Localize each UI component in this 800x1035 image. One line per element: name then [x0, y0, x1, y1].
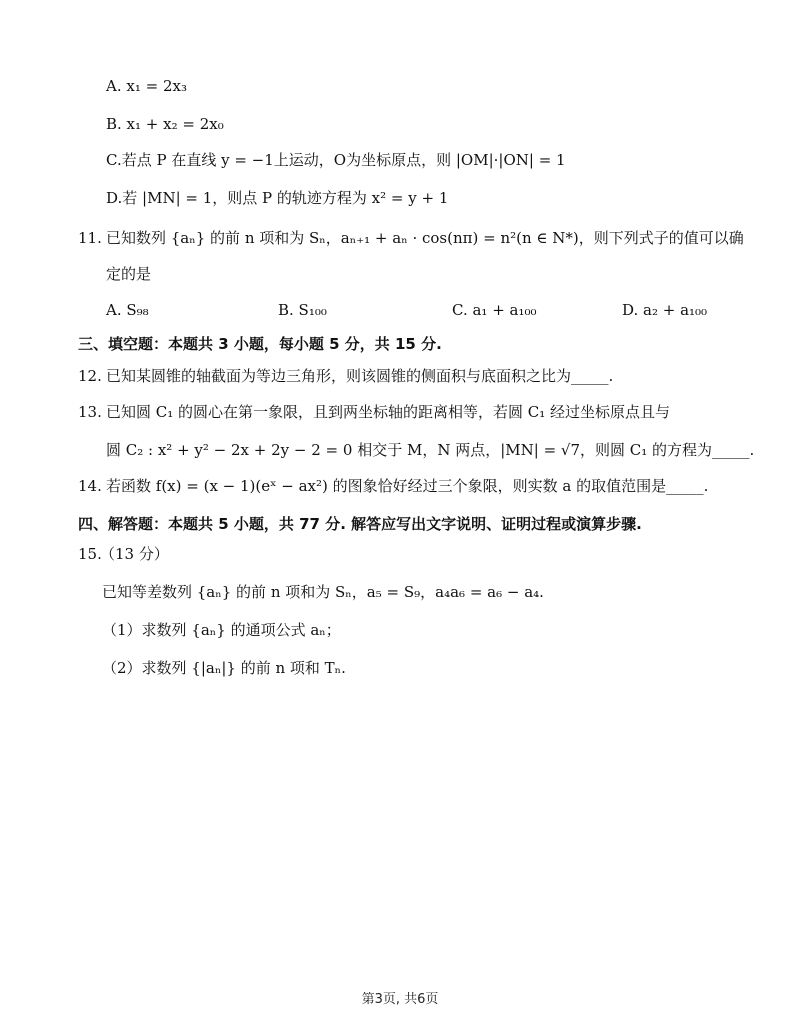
q10-option-d: D.若 |MN| = 1，则点 P 的轨迹方程为 x² = y + 1	[106, 189, 449, 207]
q10-option-a: A. x₁ = 2x₃	[106, 77, 187, 95]
q12-text: 已知某圆锥的轴截面为等边三角形，则该圆锥的侧面积与底面积之比为_____.	[106, 367, 614, 385]
q14-text: 若函数 f(x) = (x − 1)(eˣ − ax²) 的图象恰好经过三个象限，则实数 a 的取值范围是_____.	[106, 477, 709, 495]
q11-option-a: A. S₉₈	[106, 301, 149, 319]
q12-number: 12.	[78, 367, 102, 385]
q15-stem: 已知等差数列 {aₙ} 的前 n 项和为 Sₙ，a₅ = S₉，a₄a₆ = a₆ − a₄.	[102, 583, 544, 601]
q15-part-2: （2）求数列 {|aₙ|} 的前 n 项和 Tₙ.	[102, 659, 346, 677]
q10-option-c: C.若点 P 在直线 y = −1上运动，O为坐标原点，则 |OM|·|ON| = 1	[106, 151, 566, 169]
q10-option-b: B. x₁ + x₂ = 2x₀	[106, 115, 224, 133]
page-footer: 第3页, 共6页	[361, 992, 439, 1007]
q15-part-1: （1）求数列 {aₙ} 的通项公式 aₙ；	[102, 621, 341, 639]
q11-option-d: D. a₂ + a₁₀₀	[622, 301, 708, 319]
q11-option-b: B. S₁₀₀	[278, 301, 327, 319]
q13-text-line1: 已知圆 C₁ 的圆心在第一象限，且到两坐标轴的距离相等，若圆 C₁ 经过坐标原点且与	[106, 403, 671, 421]
q11-option-c: C. a₁ + a₁₀₀	[452, 301, 537, 319]
section-4-heading: 四、解答题：本题共 5 小题，共 77 分. 解答应写出文字说明、证明过程或演算步骤.	[78, 515, 642, 533]
q15-number: 15.	[78, 545, 102, 563]
section-3-heading: 三、填空题：本题共 3 小题，每小题 5 分，共 15 分.	[78, 335, 442, 353]
q14-number: 14.	[78, 477, 102, 495]
q11-number: 11.	[78, 229, 102, 247]
q13-text-line2: 圆 C₂ : x² + y² − 2x + 2y − 2 = 0 相交于 M，N 两点，|MN| = √7，则圆 C₁ 的方程为_____.	[106, 441, 755, 459]
q15-score: （13 分）	[100, 545, 169, 563]
q11-text-line1: 已知数列 {aₙ} 的前 n 项和为 Sₙ，aₙ₊₁ + aₙ · cos(nπ) = n²(n ∈ N*)，则下列式子的值可以确	[106, 229, 744, 247]
q13-number: 13.	[78, 403, 102, 421]
q11-text-line2: 定的是	[106, 265, 152, 283]
